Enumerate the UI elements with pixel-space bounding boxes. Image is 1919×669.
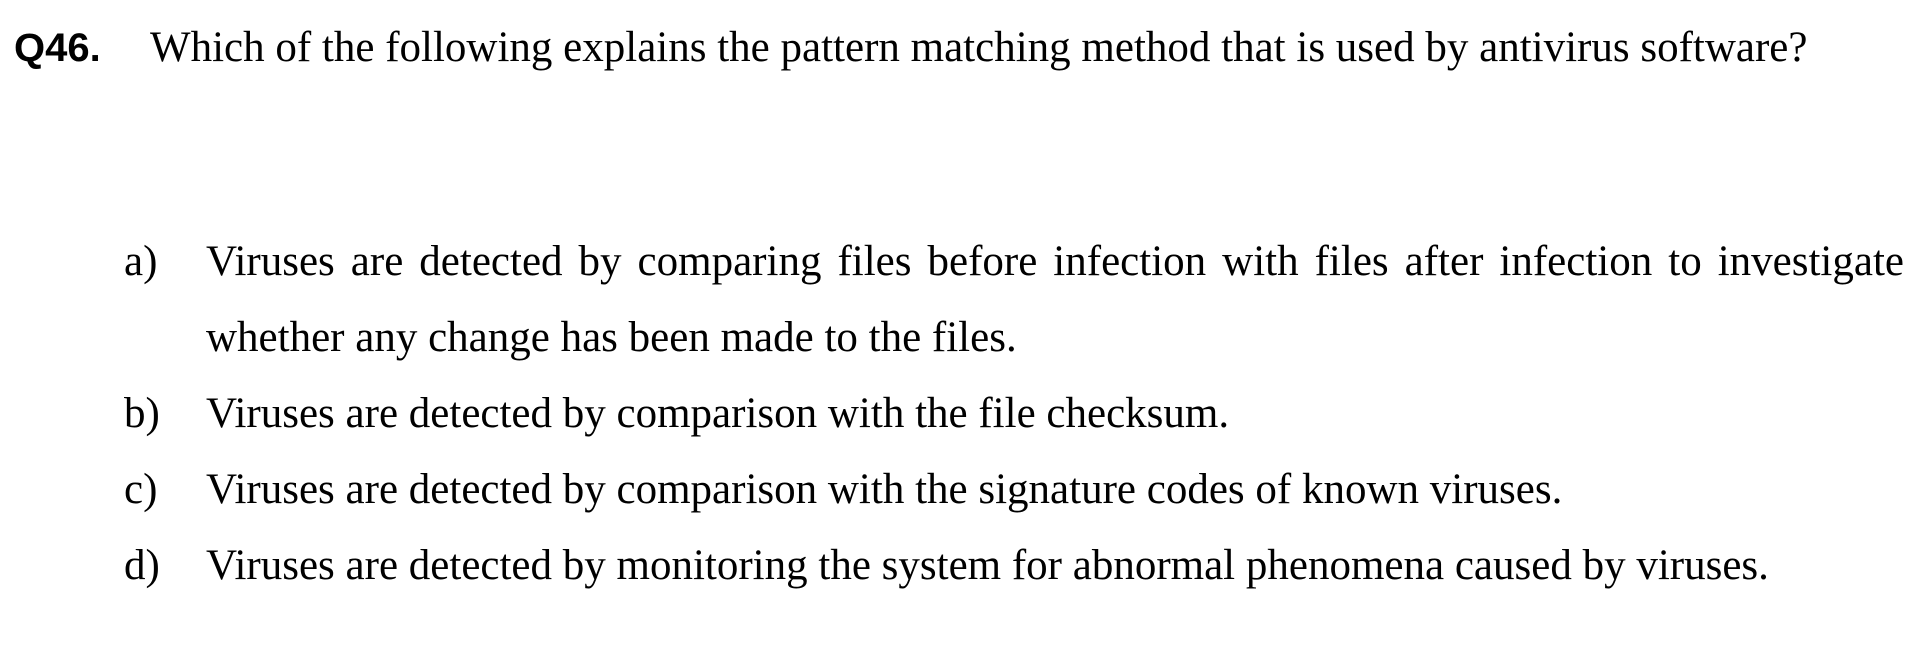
question-number: Q46.	[14, 26, 101, 70]
option-letter: b)	[124, 390, 160, 437]
question-block	[14, 10, 1904, 86]
answer-options	[124, 224, 1904, 604]
option-text: Viruses are detected by comparison with the file checksum.	[206, 390, 1230, 437]
question-text: Which of the following explains the pattern matching method that is used by antivirus software?	[150, 24, 1808, 71]
option-d[interactable]	[124, 528, 1904, 604]
option-text: Viruses are detected by monitoring the system for abnormal phenomena caused by viruses.	[206, 542, 1769, 589]
option-letter: c)	[124, 466, 158, 513]
option-letter: d)	[124, 542, 160, 589]
option-text: Viruses are detected by comparing files before infection with files after infection to investigate whether any change has been made to the files.	[206, 238, 1904, 361]
option-b[interactable]	[124, 376, 1904, 452]
option-a[interactable]	[124, 224, 1904, 376]
option-letter: a)	[124, 238, 158, 285]
option-c[interactable]	[124, 452, 1904, 528]
option-text: Viruses are detected by comparison with the signature codes of known viruses.	[206, 466, 1563, 513]
